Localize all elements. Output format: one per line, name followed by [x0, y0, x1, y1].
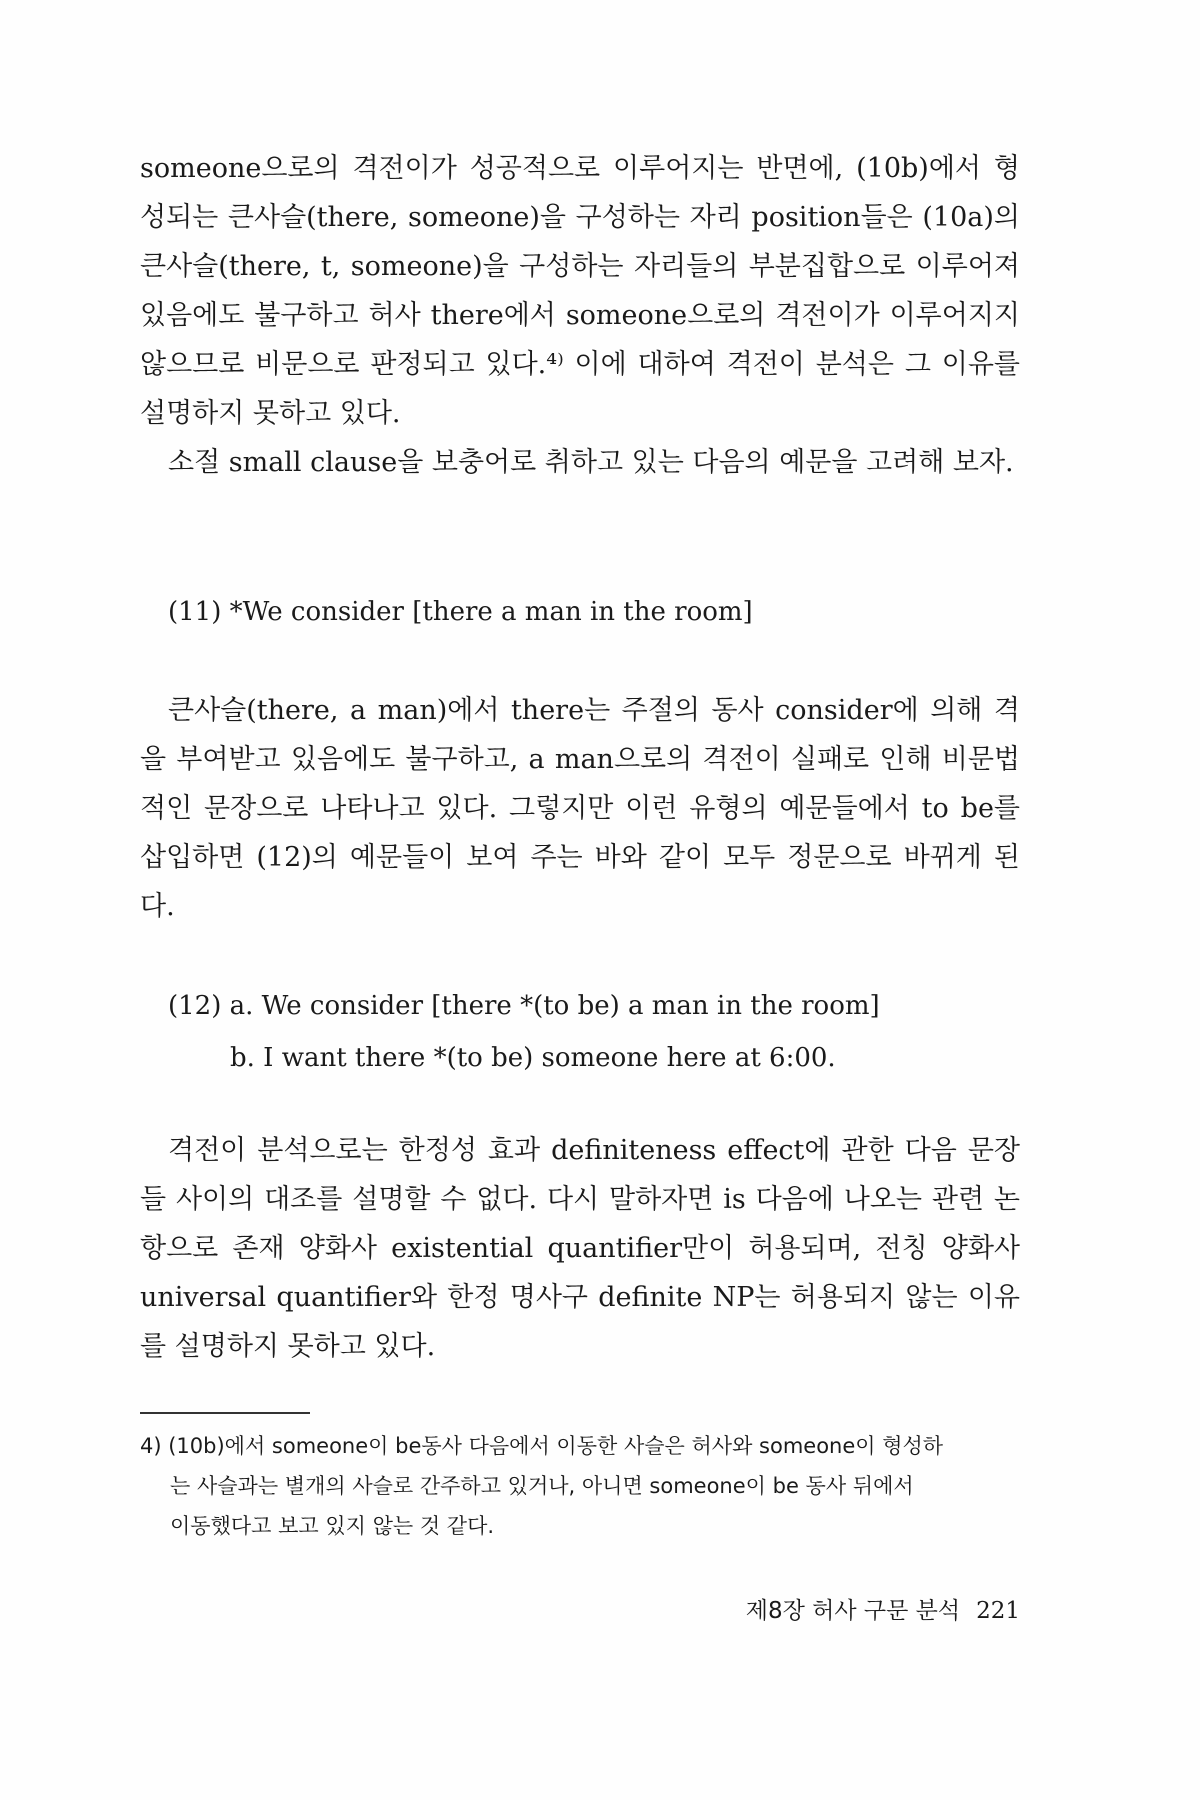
chapter-title: 제8장 허사 구문 분석 [745, 1598, 961, 1624]
paragraph-definiteness-effect: 격전이 분석으로는 한정성 효과 definiteness effect에 관한 다음 문장들 사이의 대조를 설명할 수 없다. 다시 말하자면 is 다음에 나오는 관련 논항으로 존재 양화사 existential quantifier만이 허용되며, 전칭 양화사 universal quantifier와 한정 명사구 definite NP는 허용되지 않는 이유를 설명하지 못하고 있다. [140, 1135, 1020, 1362]
example-12b: b. I want there *(to be) someone here at 6:00. [230, 1043, 836, 1073]
footnote-4 [140, 1426, 1020, 1546]
page-number: 221 [976, 1598, 1020, 1624]
footnote-divider [140, 1412, 310, 1414]
footnote-line-2: 는 사슬과는 별개의 사슬로 간주하고 있거나, 아니면 someone이 be 동사 뒤에서 [170, 1474, 914, 1498]
paragraph-small-clause-intro: 소절 small clause을 보충어로 취하고 있는 다음의 예문을 고려해 보자. [168, 447, 1014, 478]
example-12a: (12) a. We consider [there *(to be) a man in the room] [168, 991, 880, 1021]
footnote-line-3: 이동했다고 보고 있지 않는 것 같다. [170, 1514, 495, 1538]
footnote-line-1: 4) (10b)에서 someone이 be동사 다음에서 이동한 사슬은 허사와 someone이 형성하 [140, 1434, 944, 1458]
paragraph-to-be-insertion: 큰사슬(there, a man)에서 there는 주절의 동사 consider에 의해 격을 부여받고 있음에도 불구하고, a man으로의 격전이 실패로 인해 비문법적인 문장으로 나타나고 있다. 그렇지만 이런 유형의 예문들에서 to be를 삽입하면 (12)의 예문들이 보여 주는 바와 같이 모두 정문으로 바뀌게 된다. [140, 695, 1020, 922]
running-footer [746, 1594, 1020, 1628]
example-11: (11) *We consider [there a man in the room] [168, 597, 753, 627]
paragraph-case-transfer: someone으로의 격전이가 성공적으로 이루어지는 반면에, (10b)에서 형성되는 큰사슬(there, someone)을 구성하는 자리 position들은 (10a)의 큰사슬(there, t, someone)을 구성하는 자리들의 부분집합으로 이루어져 있음에도 불구하고 허사 there에서 someone으로의 격전이가 이루어지지 않으므로 비문으로 판정되고 있다.⁴⁾ 이에 대하여 격전이 분석은 그 이유를 설명하지 못하고 있다. [140, 153, 1020, 429]
